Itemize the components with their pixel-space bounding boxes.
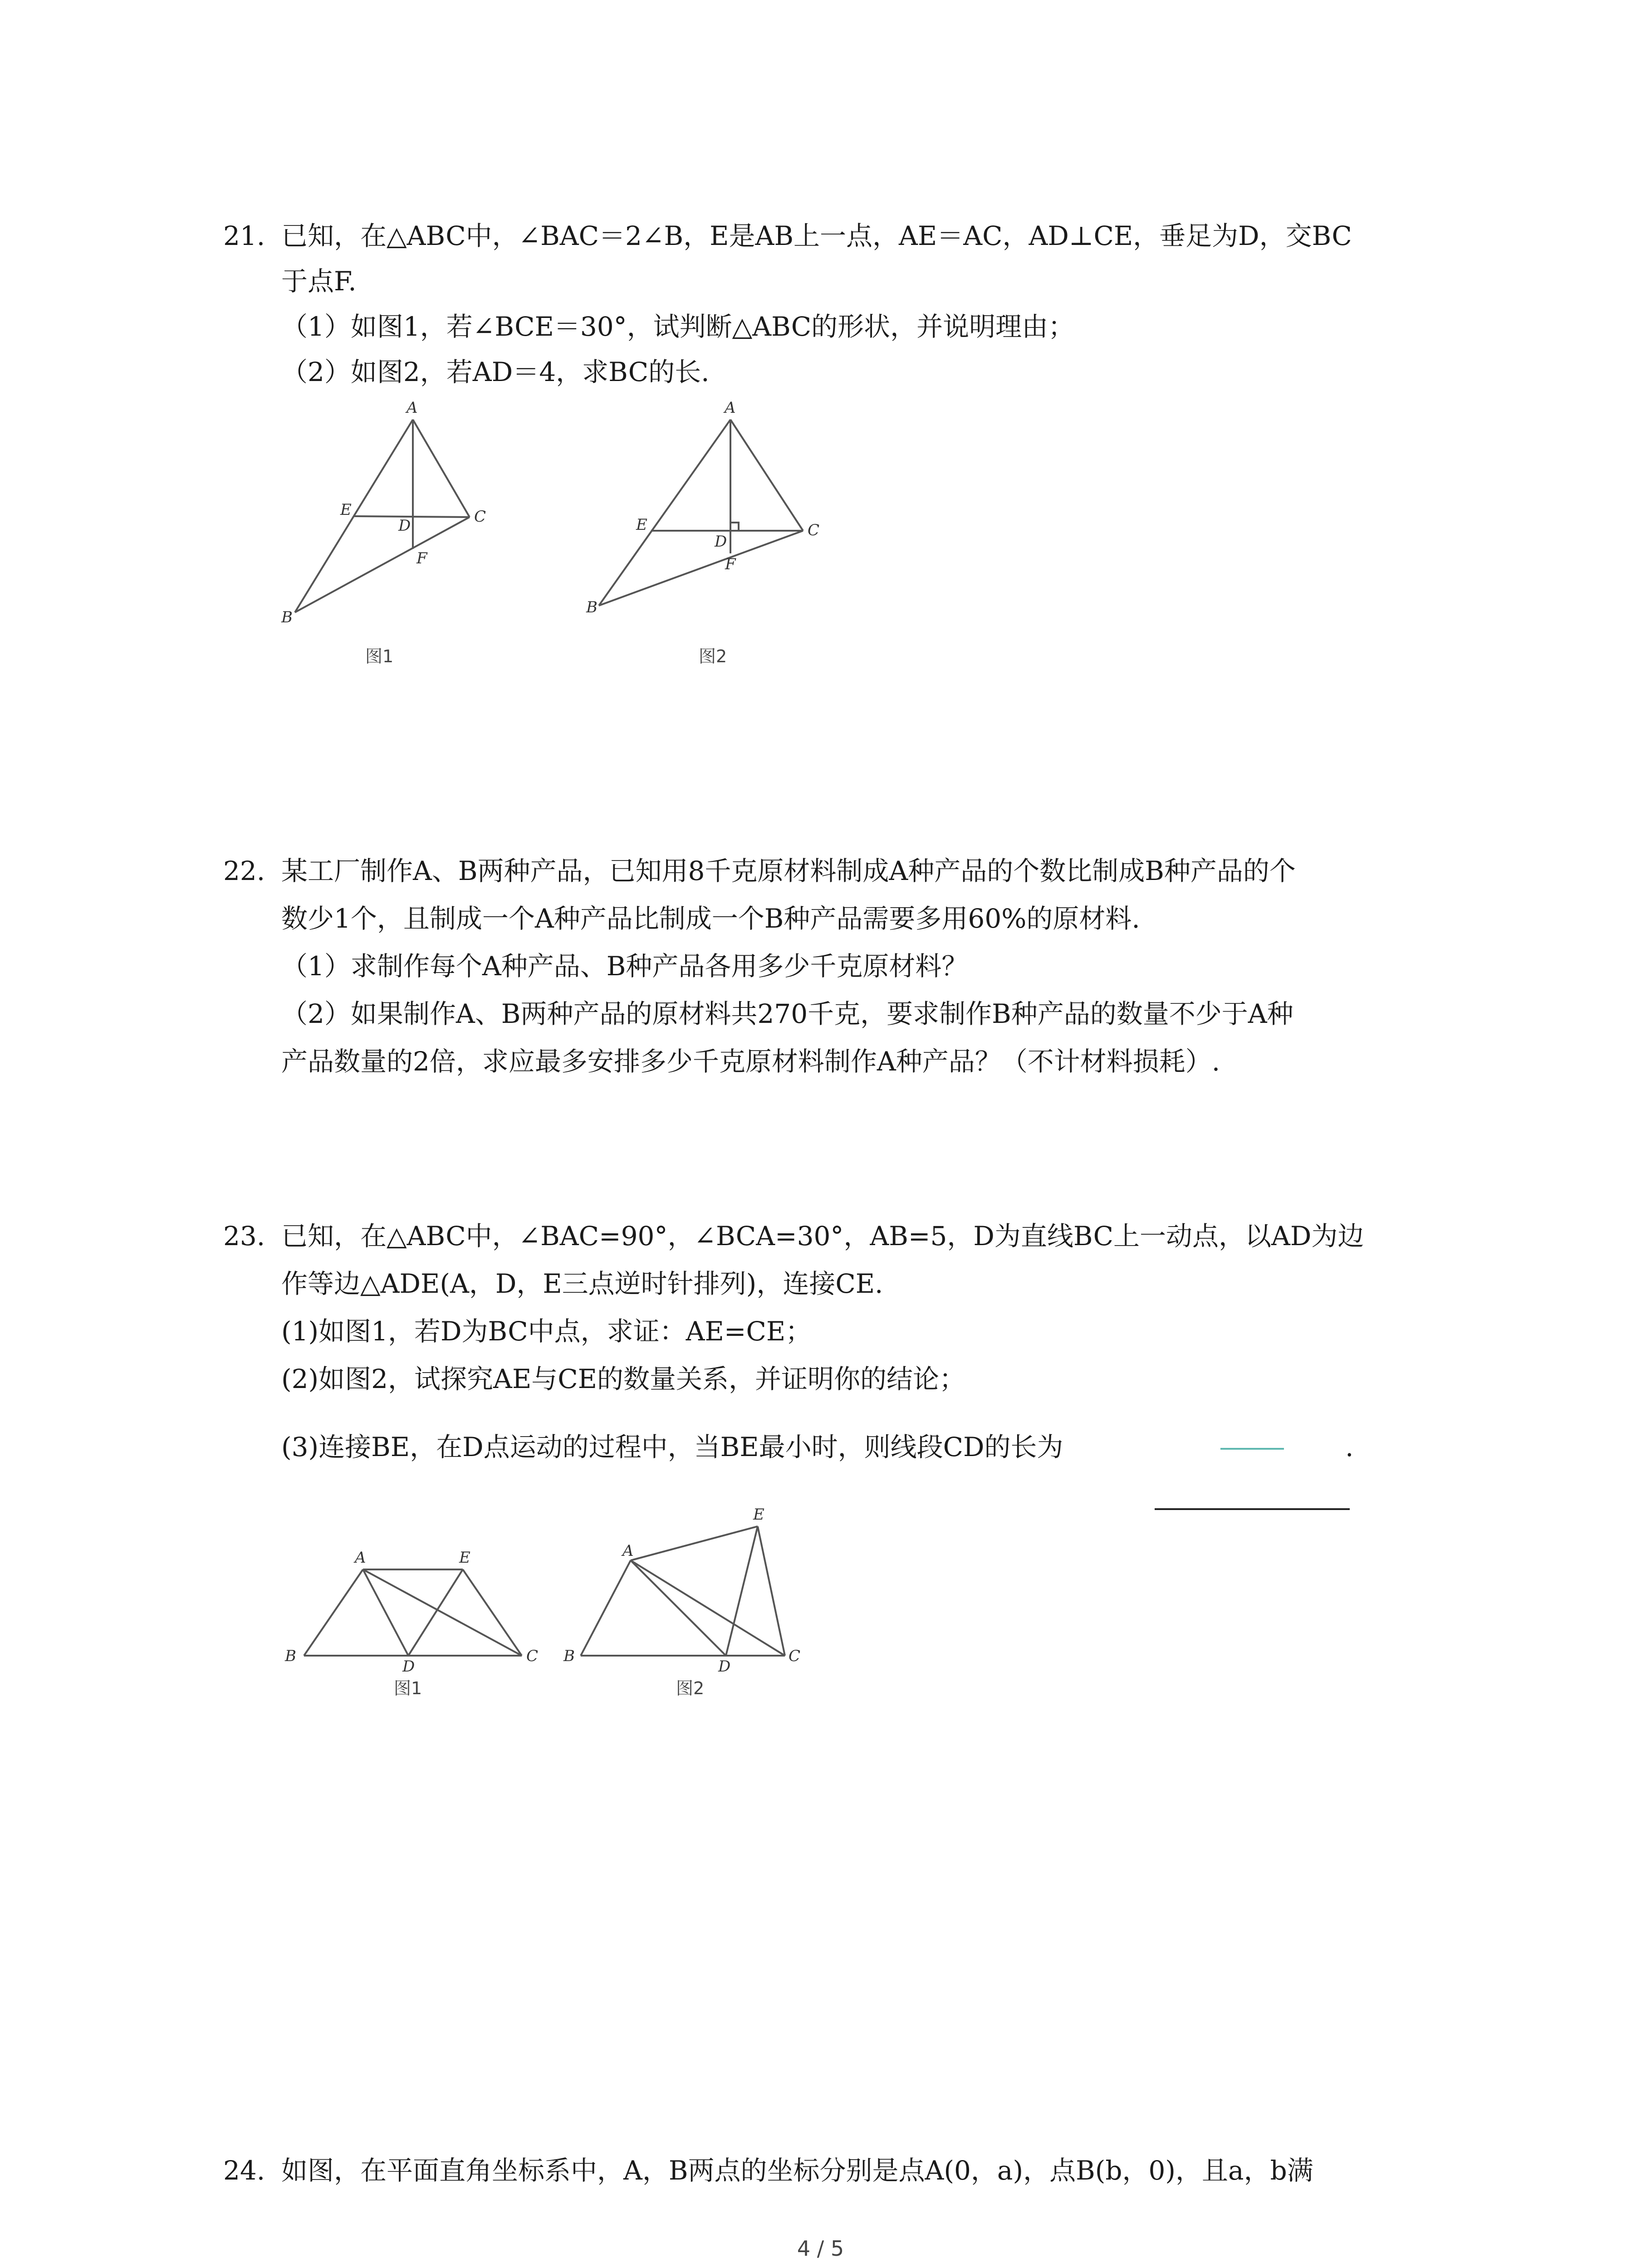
q21-figure-1 <box>272 399 508 673</box>
q22-text-line2: 数少1个，且制成一个A种产品比制成一个B种产品需要多用60%的原材料. <box>281 903 1140 934</box>
q24-number: 24. <box>223 2155 265 2186</box>
q24-text-line1: 如图，在平面直角坐标系中，A，B两点的坐标分别是点A(0，a)，点B(b，0)，且a，b满 <box>281 2155 1313 2186</box>
q21-number: 21. <box>223 220 265 251</box>
q22-text-line1: 某工厂制作A、B两种产品，已知用8千克原材料制成A种产品的个数比制成B种产品的个 <box>281 855 1296 886</box>
q21-fig2-label-d: D <box>715 533 727 551</box>
q23-part1: (1)如图1，若D为BC中点，求证：AE=CE； <box>281 1316 812 1347</box>
q23-figure-1 <box>277 1538 558 1712</box>
q22-part2-line1: （2）如果制作A、B两种产品的原材料共270千克，要求制作B种产品的数量不少于A种 <box>281 998 1293 1029</box>
q23-answer-dash <box>1220 1448 1284 1450</box>
q21-fig2-caption: 图2 <box>699 646 727 666</box>
q21-fig2-label-a: A <box>725 399 736 417</box>
q22-part1: （1）求制作每个A种产品、B种产品各用多少千克原材料？ <box>281 951 968 982</box>
q23-fig1-label-e: E <box>459 1549 470 1567</box>
q21-fig1-label-f: F <box>416 549 427 567</box>
q23-fig2-label-e: E <box>753 1505 764 1524</box>
q23-fig1-label-c: C <box>526 1647 539 1665</box>
q22-number: 22. <box>223 855 265 886</box>
q23-part2: (2)如图2，试探究AE与CE的数量关系，并证明你的结论； <box>281 1364 966 1394</box>
q21-fig2-label-e: E <box>636 516 647 534</box>
q21-fig2-label-f: F <box>725 555 736 573</box>
q23-part3: (3)连接BE，在D点运动的过程中，当BE最小时，则线段CD的长为 <box>281 1432 1063 1462</box>
q21-fig2-label-b: B <box>586 598 598 616</box>
q21-fig2-label-c: C <box>808 521 820 539</box>
q23-fig2-label-b: B <box>563 1647 575 1665</box>
q23-fig1-caption: 图1 <box>394 1678 422 1698</box>
q21-fig1-label-b: B <box>281 608 293 626</box>
q21-figure-2 <box>585 399 857 673</box>
q21-fig1-label-d: D <box>398 517 411 535</box>
q21-fig1-label-a: A <box>407 399 418 417</box>
q23-text-line2: 作等边△ADE(A，D，E三点逆时针排列)，连接CE. <box>281 1268 883 1299</box>
q21-fig1-caption: 图1 <box>365 646 394 666</box>
q23-fig1-label-b: B <box>285 1647 296 1665</box>
q23-figure-2 <box>563 1492 844 1712</box>
q23-answer-blank[interactable] <box>1155 1508 1350 1510</box>
page-number: 4 / 5 <box>797 2236 844 2261</box>
q23-fig2-label-a: A <box>622 1542 634 1560</box>
q21-part1: （1）如图1，若∠BCE＝30°，试判断△ABC的形状，并说明理由； <box>281 311 1075 342</box>
q23-part3-end: . <box>1345 1432 1354 1462</box>
q21-text-line1: 已知，在△ABC中，∠BAC＝2∠B，E是AB上一点，AE＝AC，AD⊥CE，垂足为D，交BC <box>281 220 1352 251</box>
q23-text-line1: 已知，在△ABC中，∠BAC=90°，∠BCA=30°，AB=5，D为直线BC上一动点，以AD为边 <box>281 1221 1364 1251</box>
q21-fig1-label-e: E <box>340 501 352 519</box>
q23-fig1-label-d: D <box>402 1657 415 1676</box>
q22-part2-line2: 产品数量的2倍，求应最多安排多少千克原材料制作A种产品？（不计材料损耗）. <box>281 1046 1220 1077</box>
q23-number: 23. <box>223 1221 265 1251</box>
q23-fig2-label-d: D <box>718 1657 731 1676</box>
q21-part2: （2）如图2，若AD＝4，求BC的长. <box>281 357 710 387</box>
q23-fig1-label-a: A <box>355 1549 366 1567</box>
q23-fig2-label-c: C <box>789 1647 801 1665</box>
q21-fig1-label-c: C <box>474 508 486 526</box>
q23-fig2-caption: 图2 <box>676 1678 705 1698</box>
q21-text-line2: 于点F. <box>281 266 357 297</box>
